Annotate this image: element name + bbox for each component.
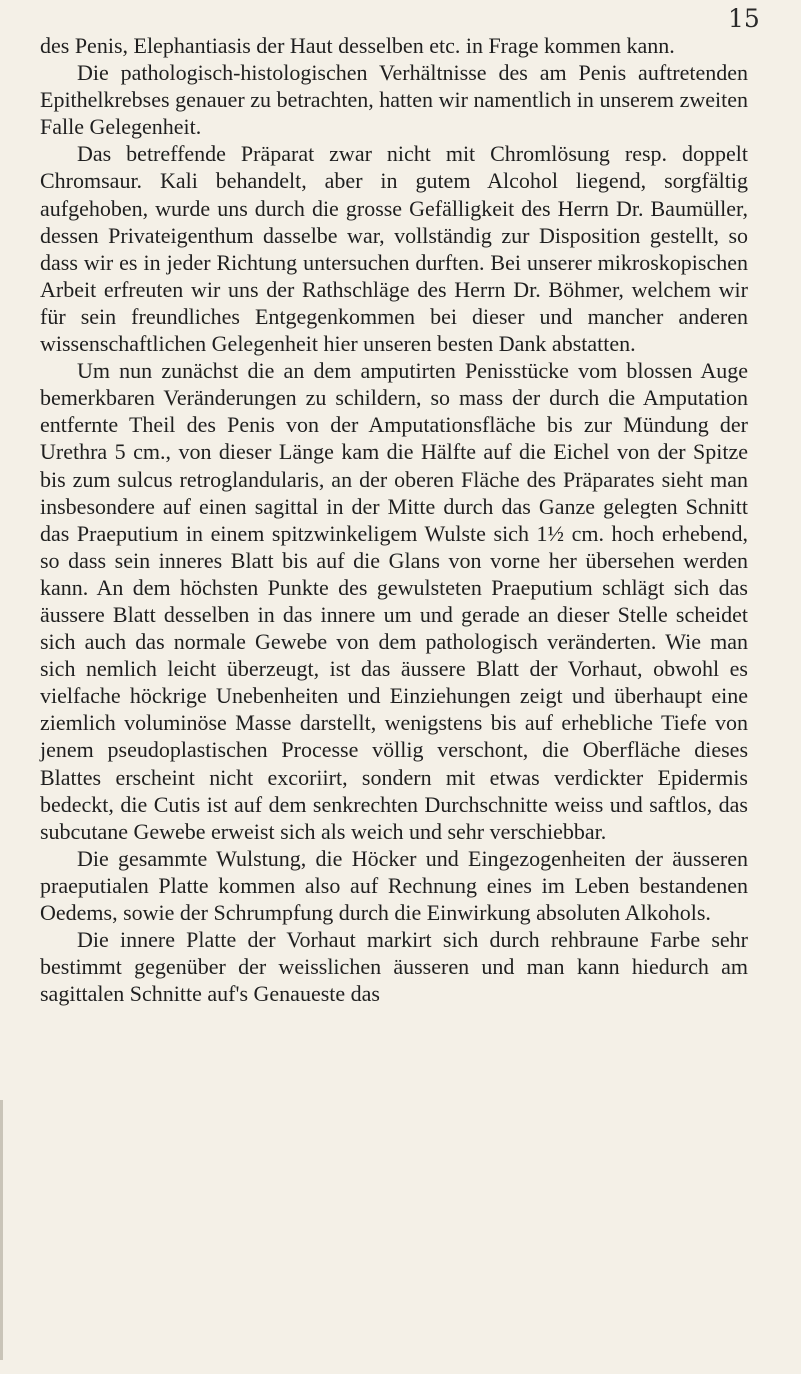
paragraph-6: Die innere Platte der Vorhaut markirt sich durch rehbraune Farbe sehr bestimmt gegenüber der weisslichen äusseren und man kann hiedurch am sagittalen Schnitte auf's Genaueste das bbox=[40, 927, 748, 1007]
paragraph-3: Das betreffende Präparat zwar nicht mit Chromlösung resp. doppelt Chromsaur. Kali behandelt, aber in gutem Alcohol liegend, sorgfältig aufgehoben, wurde uns durch die grosse Gefälligkeit des Herrn Dr. Baumüller, dessen Privateigenthum dasselbe war, vollständig zur Disposition gestellt, so dass wir es in jeder Richtung untersuchen durften. Bei unserer mikroskopischen Arbeit erfreuten wir uns der Rathschläge des Herrn Dr. Böhmer, welchem wir für sein freundliches Entgegenkommen bei dieser und mancher anderen wissenschaftlichen Gelegenheit hier unseren besten Dank abstatten. bbox=[40, 141, 748, 357]
page-number: 15 bbox=[728, 4, 760, 33]
paragraph-1: des Penis, Elephantiasis der Haut desselben etc. in Frage kommen kann. bbox=[40, 33, 675, 58]
paragraph-4: Um nun zunächst die an dem amputirten Penisstücke vom blossen Auge bemerkbaren Veränderungen zu schildern, so mass der durch die Amputation entfernte Theil des Penis von der Amputationsfläche bis zur Mündung der Urethra 5 cm., von dieser Länge kam die Hälfte auf die Eichel von der Spitze bis zum sulcus retroglandularis, an der oberen Fläche des Präparates sieht man insbesondere auf einen sagittal in der Mitte durch das Ganze gelegten Schnitt das Praeputium in einem spitzwinkeligem Wulste sich 1½ cm. hoch erhebend, so dass sein inneres Blatt bis auf die Glans von vorne her übersehen werden kann. An dem höchsten Punkte des gewulsteten Praeputium schlägt sich das äussere Blatt desselben in das innere um und gerade an dieser Stelle scheidet sich auch das normale Gewebe von dem pathologisch veränderten. Wie man sich nemlich leicht überzeugt, ist das äussere Blatt der Vorhaut, obwohl es vielfache höckrige Unebenheiten und Einziehungen zeigt und überhaupt eine ziemlich voluminöse Masse darstellt, wenigstens bis auf erhebliche Tiefe von jenem pseudoplastischen Processe völlig verschont, die Oberfläche dieses Blattes erscheint nicht excoriirt, sondern mit etwas verdickter Epidermis bedeckt, die Cutis ist auf dem senkrechten Durchschnitte weiss und saftlos, das subcutane Gewebe erweist sich als weich und sehr verschiebbar. bbox=[40, 358, 748, 844]
page-edge-shadow bbox=[0, 1100, 3, 1360]
paragraph-2: Die pathologisch-histologischen Verhältnisse des am Penis auftretenden Epithelkrebses genauer zu betrachten, hatten wir namentlich in unserem zweiten Falle Gelegenheit. bbox=[40, 60, 748, 140]
paragraph-5: Die gesammte Wulstung, die Höcker und Eingezogenheiten der äusseren praeputialen Platte kommen also auf Rechnung eines im Leben bestandenen Oedems, sowie der Schrumpfung durch die Einwirkung absoluten Alkohols. bbox=[40, 845, 748, 925]
body-text bbox=[40, 32, 748, 1007]
